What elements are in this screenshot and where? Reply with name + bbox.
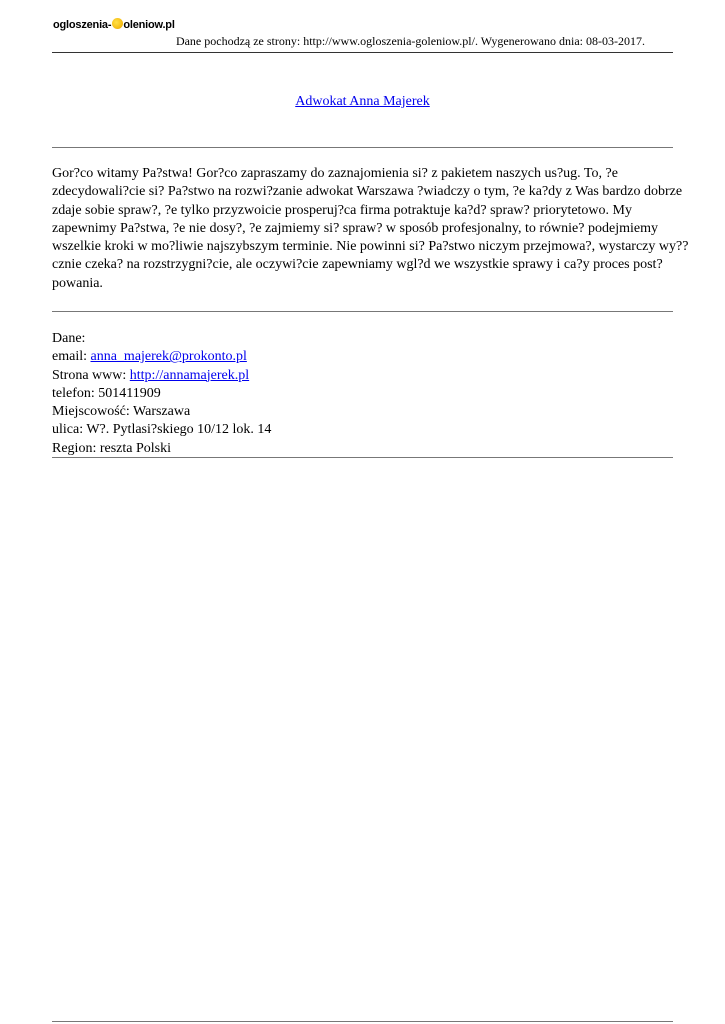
phone-value: 501411909: [98, 385, 161, 401]
email-row: [52, 348, 672, 366]
street-row: [52, 421, 672, 439]
city-value: Warszawa: [133, 404, 191, 420]
description-divider: [52, 311, 673, 312]
region-label: Region:: [52, 440, 100, 456]
logo-text-left: ogloszenia-: [53, 19, 112, 31]
sun-icon: [112, 18, 123, 29]
logo-text-right: oleniow.pl: [123, 19, 175, 31]
details-heading: Dane:: [52, 331, 86, 346]
phone-label: telefon:: [52, 385, 99, 401]
contact-details: [52, 330, 672, 458]
website-link[interactable]: http://annamajerek.pl: [129, 367, 250, 383]
email-link[interactable]: anna_majerek@prokonto.pl: [90, 349, 247, 365]
email-label: email:: [52, 349, 91, 365]
header-divider: [52, 52, 673, 53]
region-row: [52, 440, 672, 458]
street-label: ulica:: [52, 422, 87, 438]
site-logo[interactable]: [53, 14, 175, 36]
footer-divider: [52, 1021, 673, 1022]
website-row: [52, 367, 672, 385]
title-divider: [52, 147, 673, 148]
website-label: Strona www:: [52, 367, 130, 383]
city-row: [52, 403, 672, 421]
listing-title-wrap: [52, 94, 673, 110]
city-label: Miejscowość:: [52, 404, 134, 420]
region-value: reszta Polski: [99, 440, 171, 456]
phone-row: [52, 385, 672, 403]
details-divider: [52, 457, 673, 458]
listing-title-link[interactable]: Adwokat Anna Majerek: [295, 94, 430, 109]
listing-description: Gor?co witamy Pa?stwa! Gor?co zapraszamy do zaznajomienia si? z pakietem naszych us?ug. To, ?e zdecydowali?cie si? Pa?stwo na rozwi?zanie adwokat Warszawa ?wiadczy o tym, ?e ka?dy z Was bardzo dobrze zdaje sobie spraw?, ?e tylko przyzwoicie prosperuj?ca firma potraktuje ka?d? spraw? priorytetowo. My zapewnimy Pa?stwa, ?e nie dosy?, ?e zajmiemy si? spraw? w sposób profesjonalny, to równie? podejmiemy wszelkie kroki w mo?liwie najszybszym terminie. Nie powinni si? Pa?stwo niczym przejmowa?, wystarczy wy??cznie czeka? na rozstrzygni?cie, ale oczywi?cie zapewniamy wgl?d we wszystkie sprawy i ca?y proces post?powania.: [52, 166, 689, 291]
street-value: W?. Pytlasi?skiego 10/12 lok. 14: [86, 422, 272, 438]
source-note: Dane pochodzą ze strony: http://www.ogloszenia-goleniow.pl/. Wygenerowano dnia: 08-03-2017.: [175, 34, 645, 48]
